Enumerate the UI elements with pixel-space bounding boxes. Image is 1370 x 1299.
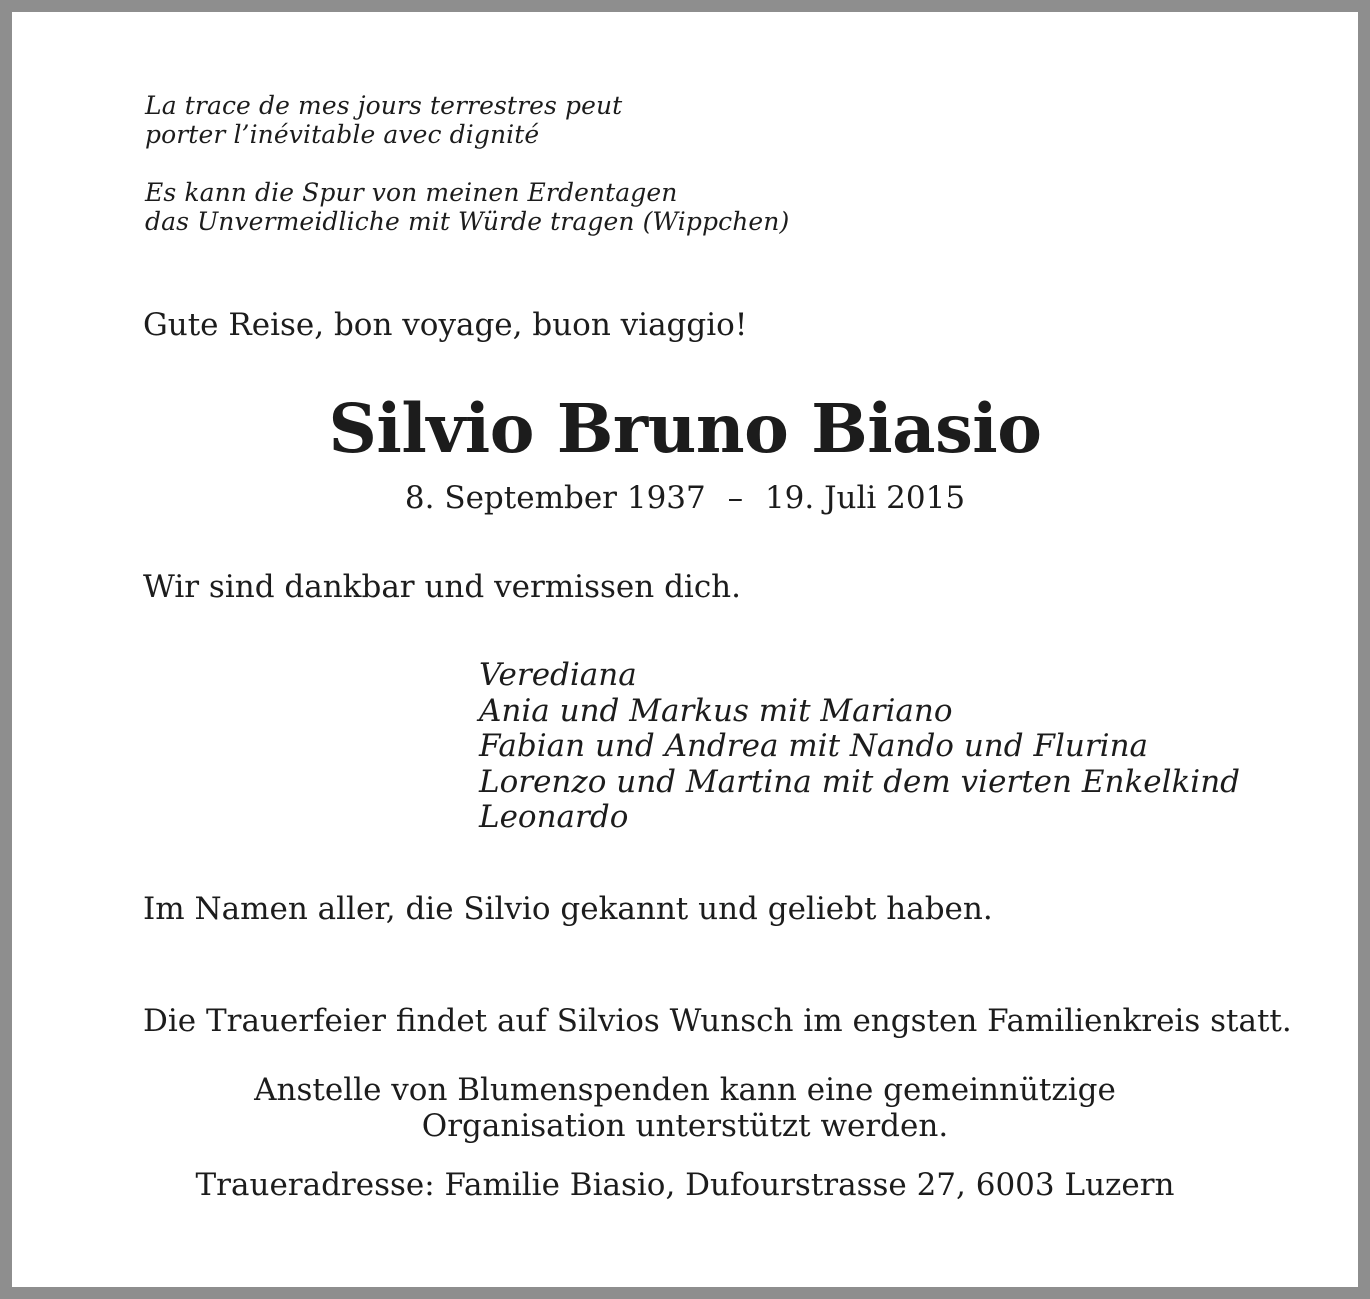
ceremony-notice: Die Trauerfeier findet auf Silvios Wunsch im engsten Familienkreis statt. <box>143 1003 1292 1039</box>
life-dates <box>12 480 1358 516</box>
family-member: Fabian und Andrea mit Nando und Flurina <box>479 728 1149 764</box>
birth-date: 8. September 1937 <box>404 480 706 516</box>
in-name-of-text: Im Namen aller, die Silvio gekannt und geliebt haben. <box>143 891 993 927</box>
death-date: 19. Juli 2015 <box>764 480 966 516</box>
date-separator: – <box>727 480 744 516</box>
donation-line-2: Organisation unterstützt werden. <box>421 1108 949 1144</box>
family-member: Leonardo <box>479 799 629 835</box>
obituary-page <box>12 12 1358 1287</box>
family-list <box>479 658 1240 836</box>
quote-german-line-1: Es kann die Spur von meinen Erdentagen <box>145 178 678 207</box>
donation-line-1: Anstelle von Blumenspenden kann eine gemeinnützige <box>254 1072 1116 1108</box>
family-member: Verediana <box>479 657 637 693</box>
quote-french-line-1: La trace de mes jours terrestres peut <box>145 91 623 120</box>
family-member: Lorenzo und Martina mit dem vierten Enkelkind <box>479 763 1240 800</box>
deceased-name: Silvio Bruno Biasio <box>328 389 1042 468</box>
mourning-address: Traueradresse: Familie Biasio, Dufourstrasse 27, 6003 Luzern <box>195 1167 1175 1203</box>
greeting: Gute Reise, bon voyage, buon viaggio! <box>143 307 748 343</box>
quote-german-line-2: das Unvermeidliche mit Würde tragen (Wippchen) <box>145 207 790 236</box>
family-member: Ania und Markus mit Mariano <box>479 692 953 729</box>
thanks-text: Wir sind dankbar und vermissen dich. <box>143 569 742 605</box>
quote-french-line-2: porter l’inévitable avec dignité <box>145 120 540 149</box>
